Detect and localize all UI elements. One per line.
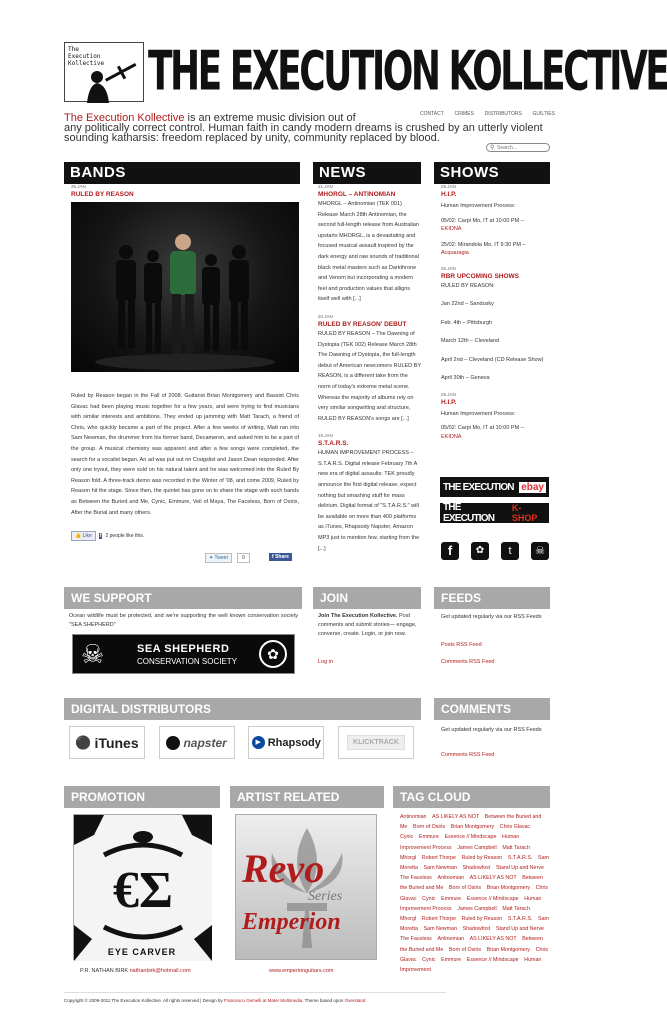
tag-link[interactable]: Born of Osiris (413, 824, 446, 831)
tagcloud-header: TAG CLOUD (393, 786, 550, 808)
bands-section (64, 184, 300, 565)
tag-link[interactable]: Cynic (422, 895, 436, 902)
show-line: 05/02: Carpi Mo, IT at 10:00 PM – (441, 217, 524, 224)
tag-link[interactable]: Brian Montgomery (450, 824, 495, 831)
feeds-header: FEEDS (434, 587, 550, 609)
footer-theme-text: . Theme based upon (302, 998, 345, 1003)
kshop-banner[interactable] (440, 503, 549, 523)
revo-series-logo[interactable] (235, 814, 377, 960)
comments-rss-link[interactable]: Comments RSS Feed (441, 659, 495, 665)
tag-link[interactable]: Emmure (441, 956, 462, 963)
itunes-logo[interactable] (69, 726, 145, 759)
ebay-banner-brand: THE EXECUTION (443, 481, 514, 493)
tag-link[interactable]: Human Improvement Process (400, 895, 542, 912)
comments-rss-link[interactable]: Comments RSS Feed (441, 752, 495, 758)
support-header: WE SUPPORT (64, 587, 302, 609)
join-body: Post comments and submit stories— engage, converse, create. Login, or join now. (318, 613, 417, 637)
eye-carver-emblem (74, 815, 212, 961)
klicktrack-label: KLICKTRACK (347, 735, 405, 750)
news-item (318, 314, 421, 424)
soldier-silhouette-icon (77, 63, 143, 103)
news-header: NEWS (313, 162, 421, 184)
show-block (441, 184, 550, 258)
tag-link[interactable]: Human Improvement (400, 956, 542, 974)
kshop-label: K-SHOP (511, 503, 538, 523)
artist-header: ARTIST RELATED (230, 786, 384, 808)
skull-icon[interactable]: ☠ (531, 542, 549, 560)
myspace-icon[interactable]: ✿ (471, 542, 489, 560)
facebook-like (71, 531, 300, 541)
intro-brand[interactable]: The Execution Kollective (64, 112, 185, 124)
show-line: March 12th – Cleveland (441, 338, 500, 344)
facebook-share-icon: f (272, 554, 274, 561)
footer-copyright: Copyright © 2009-2011 The Execution Kollective. All rights reserved | Design by (64, 998, 224, 1003)
nav-distributors[interactable]: DISTRIBUTORS (484, 111, 522, 117)
feeds-text: Get updated regularly via our RSS Feeds (441, 614, 542, 620)
promotion-caption (80, 968, 191, 974)
comments-text: Get updated regularly via our RSS Feeds (441, 727, 542, 733)
rhapsody-logo[interactable] (248, 726, 324, 759)
bands-body: Ruled by Reason began in the Fall of 2008. Guitarist Brian Montgomery and Bassist Chris Glavac had been playing music together for a few years, and were trying to find musicians with similar interests and ambitions. They ended up jamming with Matt Tarach, a friend of Chris, who quickly became a part of the project. After a few weeks of writing, Matt ran into Sam Newman, the drummer from his former band, Decameron, and asked him to be a part of the group. A musical chemistry was apparent and after a few songs were completed, the search for a vocalist began. An ad was put out on Craigslist and Jason Dean responded. After only one tryout, they were sold on his natural talent and he was welcomed into the Ruled By Reason fold. A three-track demo was recorded in the Winter of '08, and come 2009, Ruled by Reason hit the stage. Since then, the quintet has gone on to share the stage with such bands as Between the Buried and Me, Cynic, Emmure, Veil of Maya, The Faceless, Born of Osiris, After the Burial and many others. (71, 393, 299, 516)
tag-link[interactable]: Between the Buried and Me (400, 875, 543, 892)
site-logo[interactable] (64, 42, 144, 102)
show-title[interactable]: H.I.P. (441, 191, 457, 198)
show-line: 25/02: Mirandola Mo, IT 9:30 PM – (441, 241, 526, 248)
promotion-name: P.R. NATHAN BIRK (80, 968, 130, 974)
bands-title[interactable]: RULED BY REASON (71, 191, 134, 198)
show-line: April 2nd – Cleveland (CD Release Show) (441, 356, 544, 363)
tag-link[interactable]: Human Improvement Process (400, 834, 520, 851)
site-title[interactable]: THE EXECUTION KOLLECTIVE (148, 40, 667, 104)
tag-link[interactable]: Matt Tarach (502, 905, 530, 912)
skull-crossbones-icon: ☠ (81, 639, 105, 669)
ebay-banner[interactable] (440, 477, 549, 497)
revo-series-text: Series (308, 889, 343, 904)
twitter-bird-icon: ✦ (209, 555, 214, 562)
tag-link[interactable]: S.T.A.R.S. (507, 916, 533, 923)
revo-logo-text: Revo (242, 846, 325, 891)
login-link[interactable]: Log in (318, 659, 333, 665)
join-text (318, 612, 421, 639)
news-body: RULED BY REASON – The Dawning of Dystopia (TEK 002) Release March 28th The Dawning of Dystopia, the full-length debut of American newcomers RULED BY REASON, is a different take from the norm of today's extreme metal scene. Whereas the majority of albums rely on very similar songwriting and structure, RULED BY REASON's songs are [...] (318, 330, 421, 422)
distributors-header: DIGITAL DISTRIBUTORS (64, 698, 421, 720)
tag-link[interactable]: Emmure (418, 834, 439, 841)
news-section (318, 184, 421, 554)
footer-text (64, 998, 365, 1003)
napster-cat-icon (166, 736, 180, 750)
share-row (71, 553, 299, 565)
tag-link[interactable]: The Faceless (400, 936, 432, 943)
eye-carver-logo[interactable] (73, 814, 211, 960)
tag-link[interactable]: Sam Newman (423, 926, 457, 933)
show-line: Human Improvement Process: (441, 410, 516, 417)
nav-contact[interactable]: CONTACT (420, 111, 444, 117)
search-input[interactable] (497, 145, 547, 151)
emperion-url[interactable]: www.emperionguitars.com (269, 968, 334, 974)
like-label: Like (82, 533, 92, 540)
footer-designer-link[interactable]: Francesco Gemelli at Mater Multimedia (223, 998, 303, 1003)
show-line: RULED BY REASON: (441, 282, 495, 289)
tag-link[interactable]: Essence // Mindscape (466, 895, 519, 902)
nav-guilties[interactable]: GUILTIES (532, 111, 555, 117)
shows-section (441, 184, 550, 441)
tag-link[interactable]: Shadowfost (462, 926, 491, 933)
comments-header: COMMENTS (434, 698, 550, 720)
eye-carver-label: EYE CARVER (107, 947, 177, 957)
news-item (318, 433, 421, 554)
nav-crimes[interactable]: CRIMES (454, 111, 474, 117)
facebook-icon[interactable]: f (441, 542, 459, 560)
intro-text (64, 113, 554, 143)
tag-link[interactable]: S.T.A.R.S. (507, 854, 533, 861)
tag-link[interactable]: Antinomian (437, 936, 464, 943)
kshop-banner-brand: THE EXECUTION (443, 502, 495, 524)
show-date: 25.JAN (441, 184, 456, 189)
tag-link[interactable]: Between the Buried and Me (400, 814, 542, 831)
tag-link[interactable]: Robert Thorpe (421, 854, 456, 861)
show-line: 05/02: Carpi Mo, IT at 10:00 PM – (441, 425, 524, 431)
show-line: Jan 22nd – Sandusky (441, 301, 494, 307)
footer-divider (64, 992, 446, 993)
rhapsody-label: Rhapsody (267, 736, 321, 749)
tag-link[interactable]: Stand Up and Nerve (495, 926, 544, 933)
tag-link[interactable]: Antinomian (400, 814, 427, 820)
tag-cloud (400, 812, 550, 975)
posts-rss-link[interactable]: Posts RSS Feed (441, 642, 482, 648)
emperion-text: Emperion (242, 909, 341, 935)
news-body: HUMAN IMPROVEMENT PROCESS – S.T.A.R.S. Digital release February 7th A new era of digital assaults: TEK proudly announce the first digital release, expect nothing but smashing stuff for mass delirium. Digital format of "S.T.A.R.S." will be available on more than 400 platforms as iTunes, Rhapsody Napster, Amazon MP3 just to mention few, starting from the [...] (318, 450, 420, 552)
tag-link[interactable]: AS LIKELY AS NOT (469, 936, 517, 943)
show-block (441, 392, 550, 442)
show-date: 25.JAN (441, 265, 456, 271)
tag-link[interactable]: Brian Montgomery (486, 946, 531, 953)
tweet-button[interactable] (205, 553, 232, 563)
show-line: April 30th – Geneva (441, 375, 490, 381)
klicktrack-logo[interactable] (338, 726, 414, 759)
tag-link[interactable]: Between the Buried and Me (400, 936, 543, 953)
tag-link[interactable]: Born of Osiris (448, 946, 482, 953)
tag-link[interactable]: Sam Moretta (400, 916, 549, 933)
tag-link[interactable]: Born of Osiris (448, 885, 482, 892)
show-line: Feb. 4th – Pittsburgh (441, 319, 493, 326)
apple-icon: ⚫ (75, 734, 92, 750)
shows-header: SHOWS (434, 162, 550, 184)
tag-link[interactable]: Chris Glavac (499, 824, 531, 831)
promotion-header: PROMOTION (64, 786, 220, 808)
search-box[interactable] (486, 143, 550, 152)
show-date: 25.JAN (441, 391, 456, 397)
promotion-email[interactable]: nathanbirk@hotmail.com (129, 968, 191, 974)
facebook-share-button[interactable] (269, 553, 292, 561)
facebook-icon: f (99, 533, 102, 540)
tag-link[interactable]: Chris Glavac (400, 885, 549, 902)
social-icons (441, 542, 549, 560)
intro-lead: is an extreme music division out of (184, 112, 356, 124)
sea-shepherd-sub: CONSERVATION SOCIETY (137, 657, 238, 666)
tag-link[interactable]: Sam Moretta (400, 854, 549, 872)
tag-link[interactable]: Shadowfost (462, 865, 491, 872)
show-title[interactable]: RBR UPCOMING SHOWS (441, 272, 519, 280)
search-icon: ⚲ (490, 145, 495, 151)
svg-text:€Σ: €Σ (113, 862, 173, 919)
news-title[interactable]: RULED BY REASON' DEBUT (318, 320, 407, 328)
news-date: 20.JAN (318, 313, 333, 319)
bands-date: 25.JAN (71, 184, 86, 189)
show-venue-link[interactable]: EKIDNA (441, 226, 462, 232)
tag-link[interactable]: James Campbell (457, 905, 497, 912)
napster-logo[interactable] (159, 726, 235, 759)
intro-body: any politically correct control. Human faith in candy modern dreams is crushed by an utterly violent sounding katharsis: freedom replaced by unity, community replaced by blood. (64, 122, 543, 144)
share-label: Share (275, 554, 289, 561)
tag-link[interactable]: Mhorgl (400, 854, 417, 861)
tag-link[interactable]: Stand Up and Nerve (495, 865, 544, 872)
like-button[interactable] (71, 531, 96, 541)
logo-text: The Execution Kollective (68, 46, 105, 67)
tag-link[interactable]: Brian Montgomery (486, 885, 531, 892)
sea-shepherd-banner[interactable] (72, 634, 295, 674)
tag-link[interactable]: Matt Tarach (502, 844, 530, 851)
footer-theme-link[interactable]: Overstand (344, 998, 366, 1003)
show-venue-link[interactable]: EKIDNA (441, 433, 462, 440)
shepherd-crest-icon: ✿ (259, 640, 287, 668)
join-header: JOIN (313, 587, 421, 609)
tag-link[interactable]: The Faceless (400, 875, 432, 882)
tag-link[interactable]: AS LIKELY AS NOT (432, 814, 480, 820)
like-count: 2 people like this. (105, 533, 145, 540)
tag-link[interactable]: Mhorgl (400, 916, 417, 923)
news-title[interactable]: S.T.A.R.S. (318, 440, 349, 448)
show-line: Human Improvement Process: (441, 203, 516, 209)
join-strong: Join The Execution Kollective. (318, 613, 398, 619)
news-item (318, 184, 421, 305)
twitter-icon[interactable]: t (501, 542, 519, 560)
news-body: MHORGL – Antinomian (TEK 001) Release March 28th Antinomian, the second full-length release from Australian upstarts MHORGL, is a devastating and focused musical assault inspired by the dark energy and raw sounds of traditional black metal masters such as Darkthrone and Venom but incorporating a modern feel and production values that alligns itself well with [...] (318, 201, 419, 303)
napster-label: napster (183, 735, 227, 750)
show-block (441, 266, 550, 383)
tag-link[interactable]: Cynic (400, 834, 414, 841)
news-title[interactable]: MHORGL – ANTINOMIAN (318, 191, 396, 198)
tweet-label: Tweet (214, 555, 228, 562)
tag-link[interactable]: AS LIKELY AS NOT (469, 875, 517, 882)
bands-header: BANDS (64, 162, 300, 184)
show-venue-link[interactable]: Acquaragia (441, 250, 469, 256)
support-text: Ocean wildlife must be protected, and we're supporting the well known conservation society "SEA SHEPHERD" (69, 613, 298, 628)
news-date: 19.JAN (318, 433, 333, 439)
tag-link[interactable]: Essence // Mindscape (444, 834, 497, 841)
tag-link[interactable]: Chris Glavac (400, 946, 549, 963)
tag-link[interactable]: James Campbell (457, 844, 497, 851)
tweet-count: 0 (237, 553, 250, 563)
distributor-logos (69, 726, 414, 759)
sea-shepherd-title: SEA SHEPHERD (137, 643, 230, 655)
ebay-logo: ebay (521, 481, 544, 493)
tag-link[interactable]: Emmure (441, 895, 462, 902)
tag-link[interactable]: Essence // Mindscape (466, 956, 519, 963)
news-date: 21.JAN (318, 184, 333, 189)
tag-link[interactable]: Robert Thorpe (421, 916, 456, 923)
tag-link[interactable]: Sam Newman (423, 865, 457, 872)
tag-link[interactable]: Antinomian (437, 875, 464, 882)
rhapsody-play-icon: ▶ (252, 736, 265, 749)
thumbs-up-icon: 👍 (75, 533, 82, 540)
show-title[interactable]: H.I.P. (441, 398, 457, 406)
itunes-label: iTunes (94, 734, 139, 751)
tag-link[interactable]: Ruled by Reason (461, 916, 503, 923)
band-members-image (71, 202, 299, 372)
tag-link[interactable]: Ruled by Reason (461, 854, 503, 861)
band-photo[interactable] (71, 202, 299, 372)
tag-link[interactable]: Cynic (422, 956, 436, 963)
